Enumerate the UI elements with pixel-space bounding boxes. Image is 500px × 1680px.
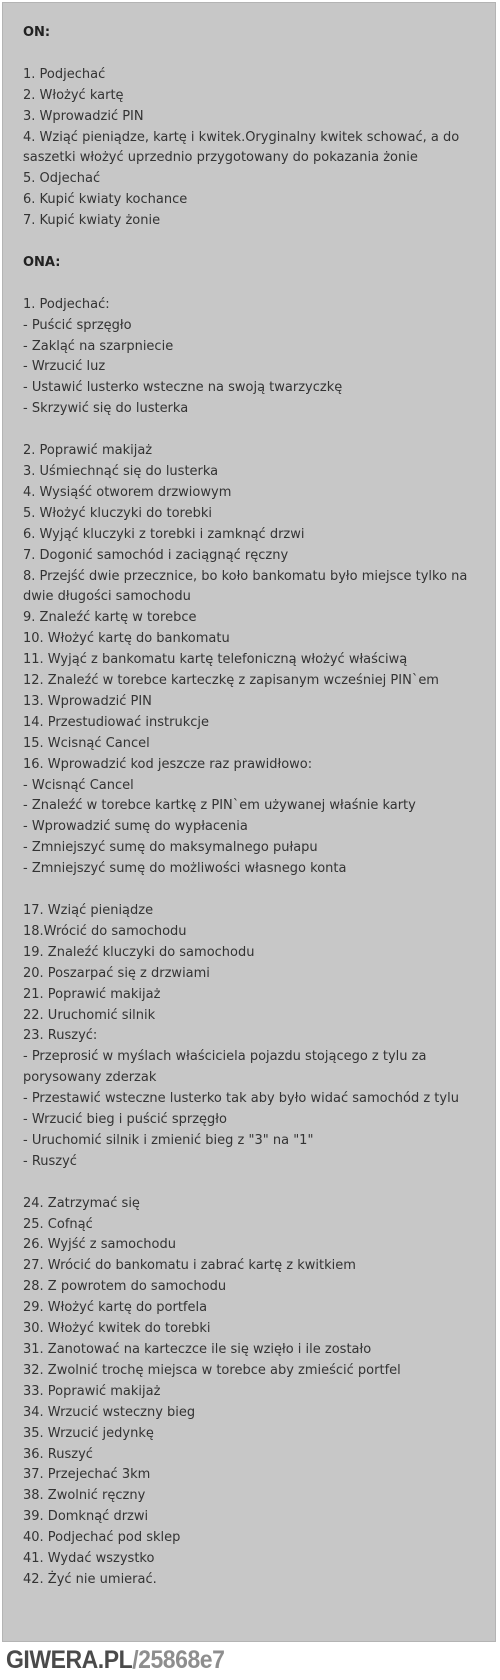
watermark-site: GIWERA.PL bbox=[6, 1646, 133, 1674]
list-item: 30. Włożyć kwitek do torebki bbox=[23, 1321, 211, 1337]
list-item: 35. Wrzucić jedynkę bbox=[23, 1425, 154, 1441]
list-item: 5. Włożyć kluczyki do torebki bbox=[23, 505, 212, 521]
list-item: 1. Podjechać: bbox=[23, 296, 110, 312]
list-item: 42. Żyć nie umierać. bbox=[23, 1571, 157, 1587]
list-item: 28. Z powrotem do samochodu bbox=[23, 1279, 227, 1295]
list-item: 38. Zwolnić ręczny bbox=[23, 1488, 146, 1504]
list-item: 6. Wyjąć kluczyki z torebki i zamknąć drzwi bbox=[23, 526, 305, 542]
list-item: - Wprowadzić sumę do wypłacenia bbox=[23, 819, 248, 835]
list-item: 14. Przestudiować instrukcje bbox=[23, 714, 209, 730]
list-item: 27. Wrócić do bankomatu i zabrać kartę z kwitkiem bbox=[23, 1258, 356, 1274]
ona-heading: ONA: bbox=[23, 254, 61, 270]
list-item: - Przeprosić w myślach właściciela pojazdu stojącego z tylu za porysowany zderzak bbox=[23, 1049, 427, 1086]
list-item: 10. Włożyć kartę do bankomatu bbox=[23, 631, 230, 647]
spacer bbox=[23, 880, 477, 901]
list-item: 39. Domknąć drzwi bbox=[23, 1509, 149, 1525]
list-item: 2. Włożyć kartę bbox=[23, 87, 124, 103]
list-item: 15. Wcisnąć Cancel bbox=[23, 735, 150, 751]
list-item: 33. Poprawić makijaż bbox=[23, 1383, 161, 1399]
list-item: 17. Wziąć pieniądze bbox=[23, 902, 154, 918]
joke-text-panel bbox=[2, 2, 496, 1642]
list-item: 29. Włożyć kartę do portfela bbox=[23, 1300, 208, 1316]
ona-list-group-4 bbox=[23, 1194, 477, 1591]
list-item: 41. Wydać wszystko bbox=[23, 1551, 155, 1567]
list-item: - Puścić sprzęgło bbox=[23, 317, 132, 333]
list-item: - Zakląć na szarpniecie bbox=[23, 338, 174, 354]
list-item: 32. Zwolnić trochę miejsca w torebce aby zmieścić portfel bbox=[23, 1362, 401, 1378]
spacer bbox=[23, 232, 477, 253]
list-item: 16. Wprowadzić kod jeszcze raz prawidłowo: bbox=[23, 756, 313, 772]
spacer bbox=[23, 1173, 477, 1194]
list-item: - Uruchomić silnik i zmienić bieg z "3" na "1" bbox=[23, 1132, 314, 1148]
list-item: 23. Ruszyć: bbox=[23, 1028, 98, 1044]
list-item: - Znaleźć w torebce kartkę z PIN`em używanej właśnie karty bbox=[23, 798, 416, 814]
list-item: 7. Kupić kwiaty żonie bbox=[23, 213, 161, 229]
ona-list-group-3 bbox=[23, 901, 477, 1173]
list-item: 4. Wysiąść otworem drzwiowym bbox=[23, 484, 232, 500]
list-item: 6. Kupić kwiaty kochance bbox=[23, 192, 188, 208]
list-item: 24. Zatrzymać się bbox=[23, 1195, 140, 1211]
on-list bbox=[23, 65, 477, 232]
list-item: 9. Znaleźć kartę w torebce bbox=[23, 610, 197, 626]
watermark-slash: / bbox=[132, 1646, 139, 1674]
watermark bbox=[6, 1644, 224, 1676]
spacer bbox=[23, 44, 477, 65]
list-item: 4. Wziąć pieniądze, kartę i kwitek.Oryginalny kwitek schować, a do saszetki włożyć uprzednio przygotowany do pokazania żonie bbox=[23, 129, 460, 166]
list-item: 3. Uśmiechnąć się do lusterka bbox=[23, 463, 219, 479]
list-item: 7. Dogonić samochód i zaciągnąć ręczny bbox=[23, 547, 289, 563]
list-item: - Wrzucić luz bbox=[23, 359, 106, 375]
watermark-code: 25868e7 bbox=[138, 1646, 225, 1674]
list-item: 22. Uruchomić silnik bbox=[23, 1007, 156, 1023]
list-item: 2. Poprawić makijaż bbox=[23, 443, 153, 459]
list-item: 11. Wyjąć z bankomatu kartę telefoniczną włożyć właściwą bbox=[23, 652, 408, 668]
list-item: 37. Przejechać 3km bbox=[23, 1467, 151, 1483]
list-item: - Zmniejszyć sumę do maksymalnego pułapu bbox=[23, 840, 318, 856]
list-item: 1. Podjechać bbox=[23, 66, 106, 82]
list-item: 12. Znaleźć w torebce karteczkę z zapisanym wcześniej PIN`em bbox=[23, 673, 439, 689]
list-item: - Przestawić wsteczne lusterko tak aby było widać samochód z tylu bbox=[23, 1091, 459, 1107]
list-item: - Wrzucić bieg i puścić sprzęgło bbox=[23, 1112, 227, 1128]
list-item: 20. Poszarpać się z drzwiami bbox=[23, 965, 210, 981]
list-item: 34. Wrzucić wsteczny bieg bbox=[23, 1404, 196, 1420]
list-item: 13. Wprowadzić PIN bbox=[23, 693, 152, 709]
list-item: 3. Wprowadzić PIN bbox=[23, 108, 144, 124]
list-item: 40. Podjechać pod sklep bbox=[23, 1530, 181, 1546]
list-item: - Ruszyć bbox=[23, 1153, 77, 1169]
list-item: - Wcisnąć Cancel bbox=[23, 777, 134, 793]
list-item: - Ustawić lusterko wsteczne na swoją twarzyczkę bbox=[23, 380, 343, 396]
list-item: 21. Poprawić makijaż bbox=[23, 986, 161, 1002]
list-item: 26. Wyjść z samochodu bbox=[23, 1237, 176, 1253]
list-item: 19. Znaleźć kluczyki do samochodu bbox=[23, 944, 255, 960]
ona-list-group-2 bbox=[23, 441, 477, 880]
list-item: 8. Przejść dwie przecznice, bo koło bankomatu było miejsce tylko na dwie długości samochodu bbox=[23, 568, 468, 605]
list-item: 31. Zanotować na karteczce ile się wzięło i ile zostało bbox=[23, 1342, 372, 1357]
on-heading: ON: bbox=[23, 25, 51, 40]
list-item: - Skrzywić się do lusterka bbox=[23, 401, 189, 417]
ona-list-group-1 bbox=[23, 295, 477, 420]
list-item: 5. Odjechać bbox=[23, 171, 101, 187]
list-item: 18.Wrócić do samochodu bbox=[23, 923, 187, 939]
list-item: 36. Ruszyć bbox=[23, 1446, 93, 1462]
list-item: 25. Cofnąć bbox=[23, 1216, 93, 1232]
spacer bbox=[23, 274, 477, 295]
list-item: - Zmniejszyć sumę do możliwości własnego konta bbox=[23, 861, 347, 877]
spacer bbox=[23, 420, 477, 441]
